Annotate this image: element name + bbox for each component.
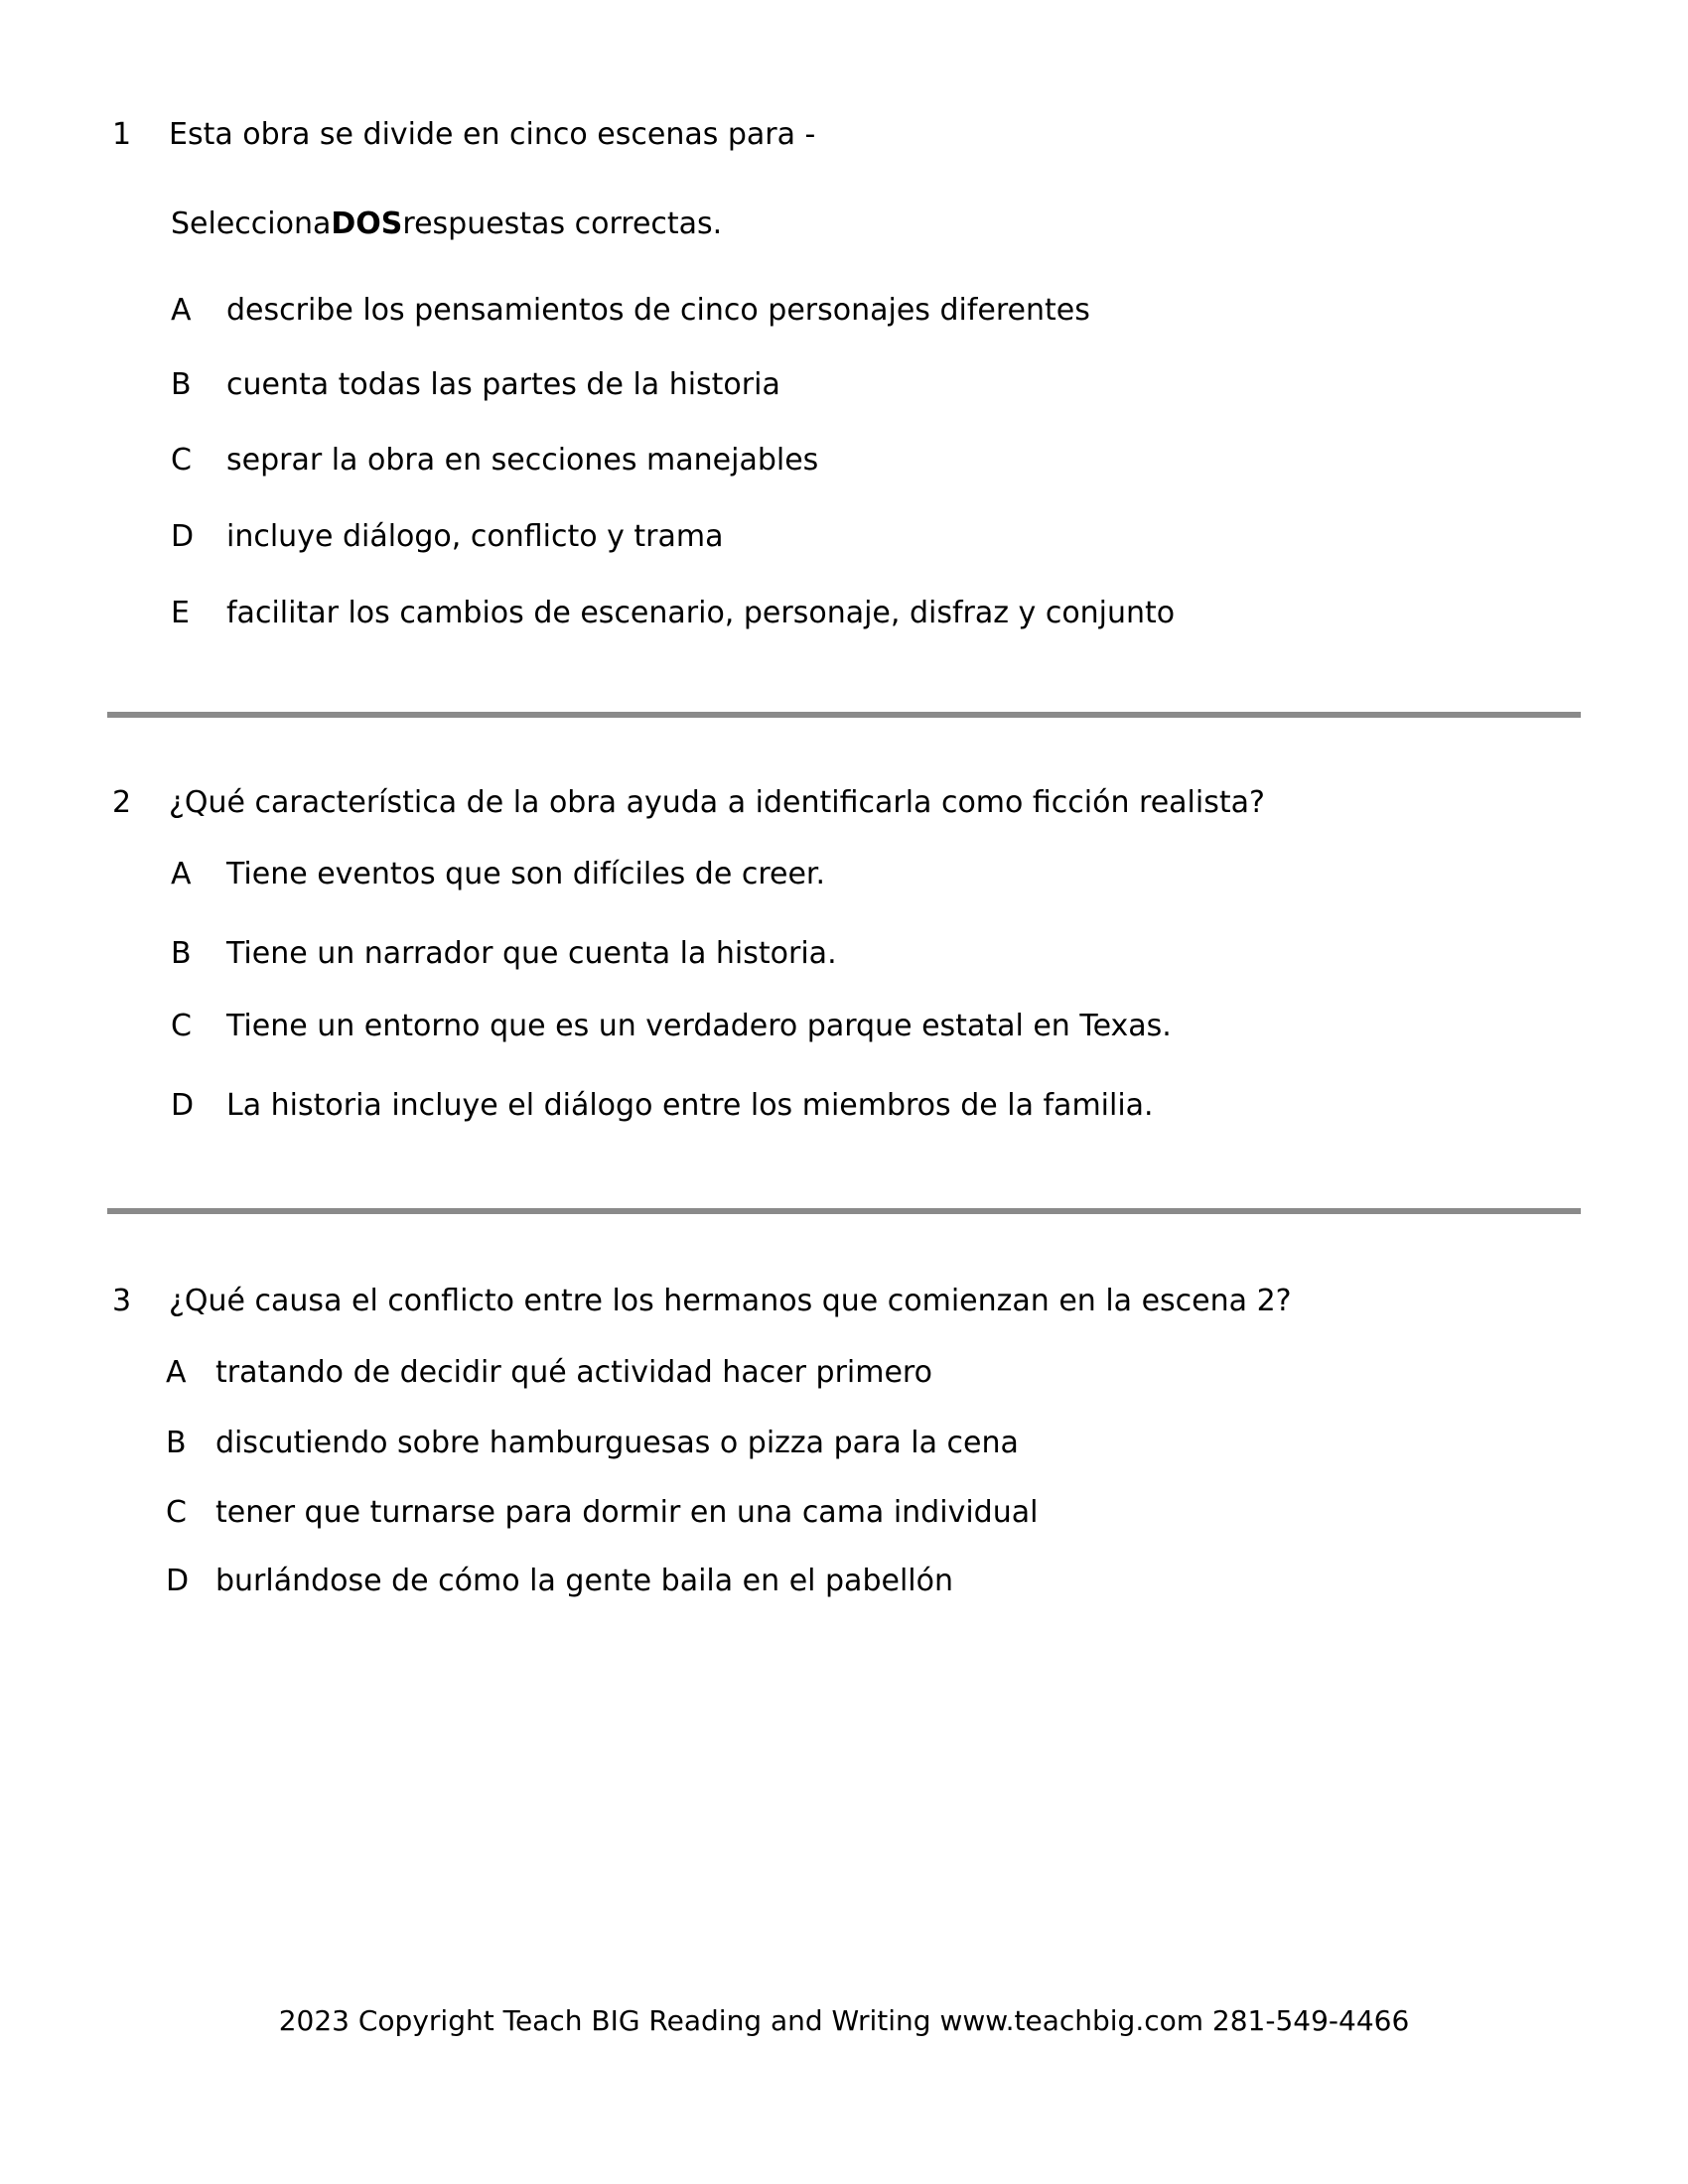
option-text: seprar la obra en secciones manejables bbox=[226, 443, 819, 478]
question-1-option-a bbox=[171, 291, 1090, 331]
question-2-option-b bbox=[171, 934, 837, 974]
question-3-option-a bbox=[166, 1353, 932, 1393]
option-text: incluye diálogo, conflicto y trama bbox=[226, 519, 724, 554]
question-2-option-a bbox=[171, 855, 825, 894]
question-2-prompt: ¿Qué característica de la obra ayuda a identificarla como ficción realista? bbox=[169, 785, 1265, 820]
question-3-option-d bbox=[166, 1562, 953, 1601]
option-text: tener que turnarse para dormir en una cama individual bbox=[215, 1495, 1039, 1530]
option-letter: D bbox=[166, 1564, 190, 1598]
option-letter: E bbox=[171, 596, 190, 630]
option-letter: B bbox=[171, 367, 192, 402]
option-text: cuenta todas las partes de la historia bbox=[226, 367, 780, 402]
question-1-prompt: Esta obra se divide en cinco escenas para - bbox=[169, 117, 816, 152]
question-1-option-e bbox=[171, 594, 1175, 633]
option-letter: A bbox=[171, 293, 192, 328]
instruction-suffix: respuestas correctas. bbox=[402, 206, 723, 241]
option-letter: D bbox=[171, 1088, 195, 1123]
option-text: Tiene un entorno que es un verdadero parque estatal en Texas. bbox=[226, 1009, 1172, 1043]
question-3-option-b bbox=[166, 1424, 1019, 1463]
question-1-number: 1 bbox=[112, 117, 132, 152]
option-text: describe los pensamientos de cinco personajes diferentes bbox=[226, 293, 1090, 328]
question-3-header bbox=[112, 1282, 1292, 1321]
option-letter: A bbox=[171, 857, 192, 891]
option-text: Tiene eventos que son difíciles de creer. bbox=[226, 857, 826, 891]
page-footer: 2023 Copyright Teach BIG Reading and Writing www.teachbig.com 281-549-4466 bbox=[278, 2004, 1410, 2037]
option-letter: C bbox=[166, 1495, 187, 1530]
option-letter: B bbox=[171, 936, 192, 971]
option-text: discutiendo sobre hamburguesas o pizza para la cena bbox=[215, 1426, 1019, 1460]
question-2-number: 2 bbox=[112, 785, 132, 820]
option-letter: D bbox=[171, 519, 195, 554]
question-2-header bbox=[112, 783, 1265, 823]
section-divider bbox=[107, 1208, 1581, 1214]
option-letter: B bbox=[166, 1426, 187, 1460]
question-3-option-c bbox=[166, 1493, 1038, 1533]
instruction-prefix: Selecciona bbox=[171, 206, 332, 241]
question-1-option-d bbox=[171, 517, 723, 557]
option-letter: A bbox=[166, 1355, 187, 1390]
question-1-option-b bbox=[171, 365, 780, 405]
option-text: burlándose de cómo la gente baila en el pabellón bbox=[215, 1564, 953, 1598]
section-divider bbox=[107, 712, 1581, 718]
question-1-instruction bbox=[171, 205, 722, 244]
option-text: tratando de decidir qué actividad hacer primero bbox=[215, 1355, 932, 1390]
question-2-option-d bbox=[171, 1086, 1154, 1126]
question-2-option-c bbox=[171, 1007, 1172, 1046]
option-letter: C bbox=[171, 443, 192, 478]
option-text: facilitar los cambios de escenario, personaje, disfraz y conjunto bbox=[226, 596, 1176, 630]
instruction-bold-word: DOS bbox=[331, 206, 403, 241]
option-letter: C bbox=[171, 1009, 192, 1043]
option-text: Tiene un narrador que cuenta la historia. bbox=[226, 936, 837, 971]
option-text: La historia incluye el diálogo entre los miembros de la familia. bbox=[226, 1088, 1154, 1123]
question-1-header bbox=[112, 115, 815, 155]
question-3-number: 3 bbox=[112, 1284, 132, 1318]
question-3-prompt: ¿Qué causa el conflicto entre los hermanos que comienzan en la escena 2? bbox=[169, 1284, 1292, 1318]
question-1-option-c bbox=[171, 441, 818, 480]
